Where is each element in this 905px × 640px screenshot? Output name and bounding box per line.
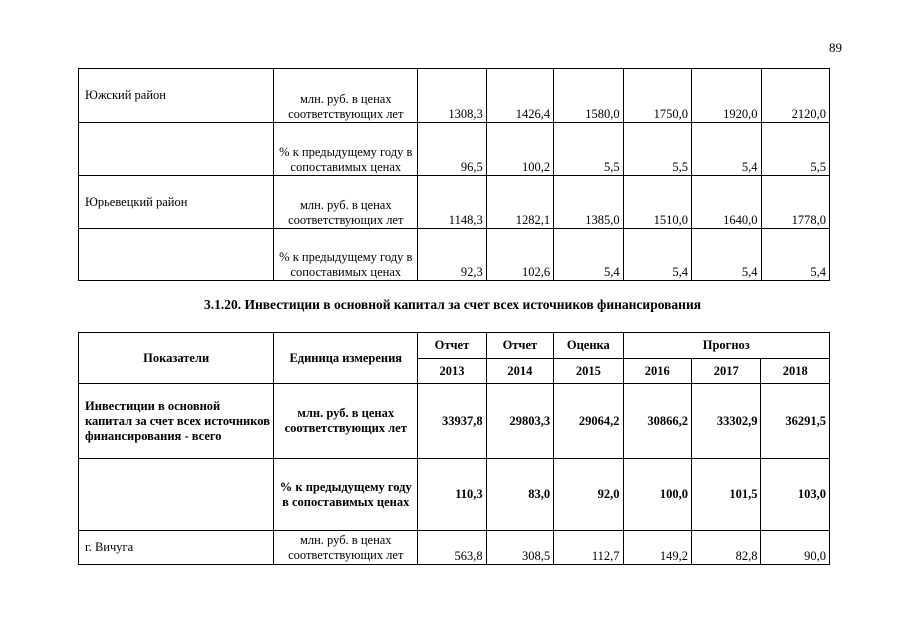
investment-table — [78, 332, 830, 565]
table-row — [79, 176, 830, 229]
value-cell: 112,7 — [554, 531, 623, 565]
value-cell: 33937,8 — [418, 384, 486, 459]
value-cell: 5,4 — [623, 229, 691, 281]
section-title: 3.1.20. Инвестиции в основной капитал за счет всех источников финансирования — [203, 297, 702, 312]
value-cell: 1510,0 — [623, 176, 691, 229]
value-cell: 82,8 — [691, 531, 760, 565]
value-cell: 1778,0 — [761, 176, 830, 229]
value-cell: 5,4 — [692, 123, 761, 176]
unit-cell: млн. руб. в ценах соответствующих лет — [274, 69, 418, 123]
unit-cell: млн. руб. в ценах соответствующих лет — [274, 384, 418, 459]
district-name: Юрьевецкий район — [79, 176, 274, 229]
value-cell: 101,5 — [691, 459, 760, 531]
header-report: Отчет — [486, 333, 553, 359]
value-cell: 1282,1 — [486, 176, 553, 229]
year-cell: 2015 — [554, 359, 623, 384]
value-cell: 5,4 — [761, 229, 830, 281]
year-cell: 2017 — [691, 359, 760, 384]
table-row — [79, 123, 830, 176]
page-number: 89 — [829, 40, 842, 55]
indicator-name: Инвестиции в основной капитал за счет всех источников финансирования - всего — [79, 384, 274, 459]
value-cell: 1640,0 — [692, 176, 761, 229]
value-cell: 83,0 — [486, 459, 553, 531]
table-row — [79, 229, 830, 281]
value-cell: 100,0 — [623, 459, 691, 531]
value-cell: 5,4 — [554, 229, 623, 281]
table-row — [79, 531, 830, 565]
value-cell: 110,3 — [418, 459, 486, 531]
district-name: Южский район — [79, 69, 274, 123]
header-unit: Единица измерения — [274, 333, 418, 384]
value-cell: 149,2 — [623, 531, 691, 565]
indicator-name: г. Вичуга — [79, 531, 274, 565]
unit-cell: % к предыдущему году в сопоставимых ценах — [274, 123, 418, 176]
unit-cell: % к предыдущему году в сопоставимых ценах — [274, 459, 418, 531]
value-cell: 29064,2 — [554, 384, 623, 459]
value-cell: 2120,0 — [761, 69, 830, 123]
unit-cell: % к предыдущему году в сопоставимых ценах — [274, 229, 418, 281]
value-cell: 1750,0 — [623, 69, 691, 123]
value-cell: 36291,5 — [761, 384, 830, 459]
value-cell: 92,3 — [418, 229, 486, 281]
value-cell: 308,5 — [486, 531, 553, 565]
value-cell: 1426,4 — [486, 69, 553, 123]
value-cell: 30866,2 — [623, 384, 691, 459]
value-cell: 1920,0 — [692, 69, 761, 123]
value-cell: 33302,9 — [691, 384, 760, 459]
header-indicators: Показатели — [79, 333, 274, 384]
unit-cell: млн. руб. в ценах соответствующих лет — [274, 531, 418, 565]
value-cell: 1385,0 — [554, 176, 623, 229]
header-estimate: Оценка — [554, 333, 623, 359]
value-cell: 563,8 — [418, 531, 486, 565]
district-name — [79, 229, 274, 281]
value-cell: 5,5 — [554, 123, 623, 176]
header-forecast: Прогноз — [623, 333, 829, 359]
district-table — [78, 68, 830, 281]
year-cell: 2016 — [623, 359, 691, 384]
value-cell: 5,5 — [623, 123, 691, 176]
header-report: Отчет — [418, 333, 486, 359]
value-cell: 100,2 — [486, 123, 553, 176]
value-cell: 103,0 — [761, 459, 830, 531]
value-cell: 102,6 — [486, 229, 553, 281]
value-cell: 90,0 — [761, 531, 830, 565]
year-cell: 2014 — [486, 359, 553, 384]
value-cell: 1308,3 — [418, 69, 486, 123]
value-cell: 96,5 — [418, 123, 486, 176]
year-cell: 2013 — [418, 359, 486, 384]
value-cell: 92,0 — [554, 459, 623, 531]
indicator-name — [79, 459, 274, 531]
value-cell: 29803,3 — [486, 384, 553, 459]
header-row — [79, 333, 830, 359]
table-row — [79, 459, 830, 531]
value-cell: 5,4 — [692, 229, 761, 281]
value-cell: 1580,0 — [554, 69, 623, 123]
table-row — [79, 384, 830, 459]
value-cell: 5,5 — [761, 123, 830, 176]
year-cell: 2018 — [761, 359, 830, 384]
unit-cell: млн. руб. в ценах соответствующих лет — [274, 176, 418, 229]
table-row — [79, 69, 830, 123]
district-name — [79, 123, 274, 176]
value-cell: 1148,3 — [418, 176, 486, 229]
